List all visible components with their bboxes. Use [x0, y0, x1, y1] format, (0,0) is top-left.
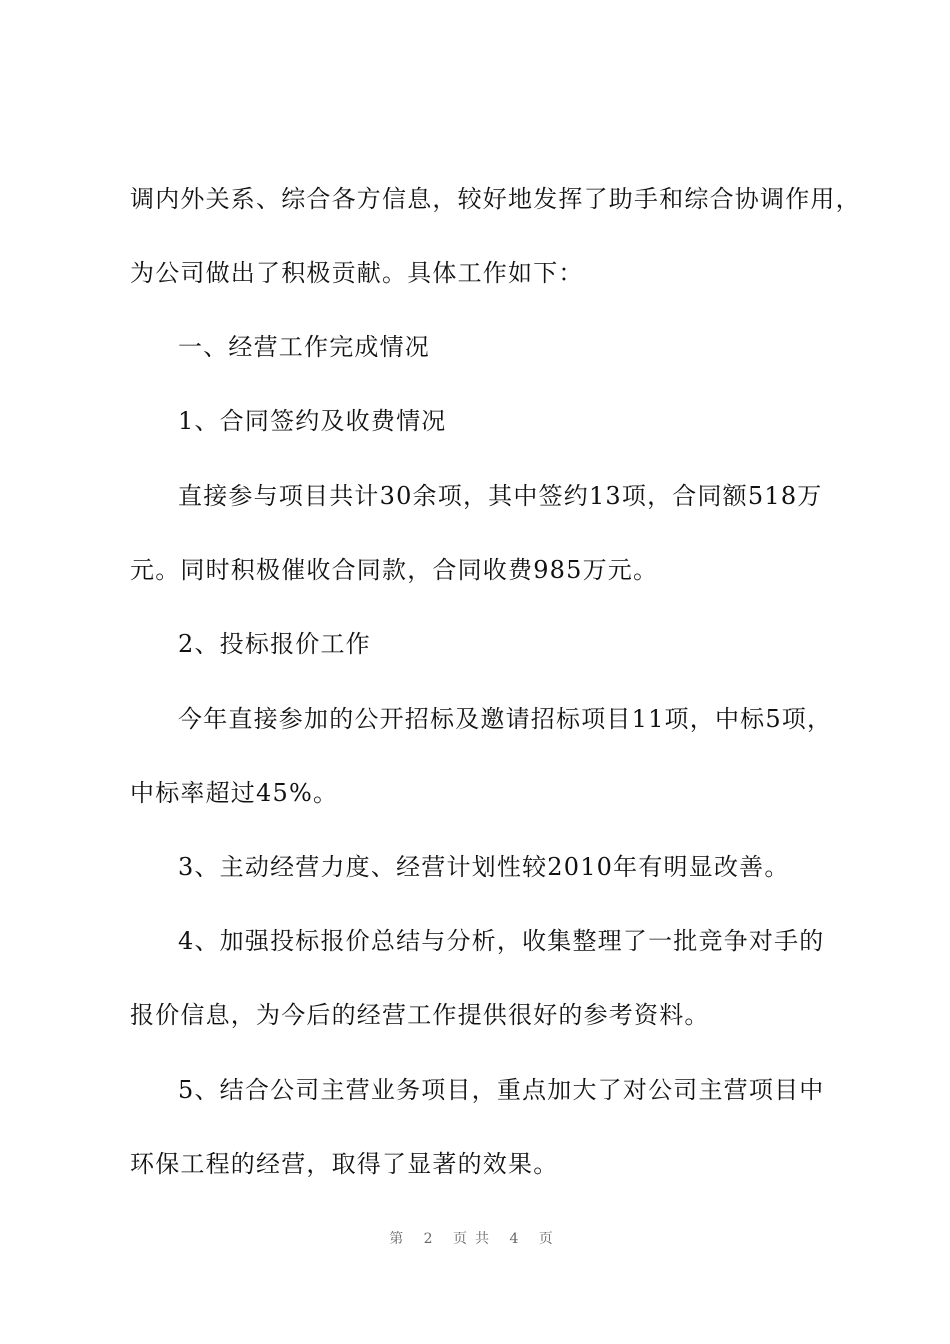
subsection-heading: 1、合同签约及收费情况 [178, 407, 447, 435]
section-heading: 一、经营工作完成情况 [178, 333, 430, 361]
paragraph-line: 今年直接参加的公开招标及邀请招标项目11项，中标5项， [178, 705, 833, 733]
paragraph-line: 4、加强投标报价总结与分析，收集整理了一批竞争对手的 [178, 927, 825, 955]
page-footer: 第 2 页共 4 页 [389, 1231, 561, 1247]
paragraph-line: 为公司做出了积极贡献。具体工作如下： [130, 259, 584, 287]
paragraph-line: 环保工程的经营，取得了显著的效果。 [130, 1150, 559, 1178]
paragraph-line: 3、主动经营力度、经营计划性较2010年有明显改善。 [178, 853, 790, 881]
paragraph-line: 直接参与项目共计30余项，其中签约13项，合同额518万 [178, 482, 823, 510]
paragraph-line: 中标率超过45%。 [130, 779, 339, 807]
subsection-heading: 2、投标报价工作 [178, 630, 371, 658]
paragraph-line: 报价信息，为今后的经营工作提供很好的参考资料。 [130, 1001, 710, 1029]
paragraph-line: 调内外关系、综合各方信息，较好地发挥了助手和综合协调作用， [130, 185, 861, 213]
paragraph-line: 5、结合公司主营业务项目，重点加大了对公司主营项目中 [178, 1076, 825, 1104]
paragraph-line: 元。同时积极催收合同款，合同收费985万元。 [130, 556, 659, 584]
